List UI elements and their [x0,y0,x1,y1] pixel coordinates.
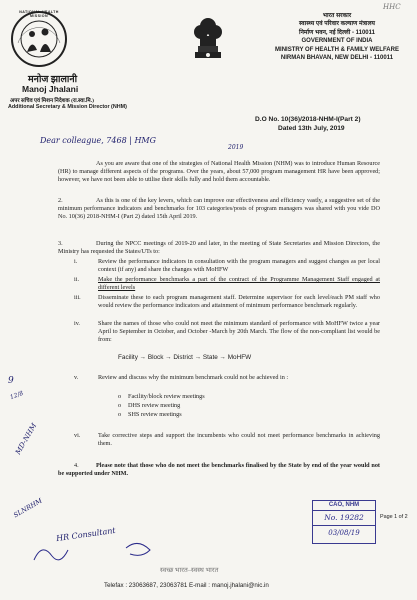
header-gov: GOVERNMENT OF INDIA [301,38,373,45]
margin-note: 9 [8,376,14,386]
list-item: Take corrective steps and support the incumbents who could not meet performance benchmarks in achieving them. [98,432,380,447]
para-3-number: 3. [58,240,63,247]
header-ministry: MINISTRY OF HEALTH & FAMILY WELFARE [275,46,399,53]
footer-contact: Telefax : 23063687, 23063781 E-mail : manoj.jhalani@nic.in [104,582,269,589]
header-hi-1: भारत सरकार [322,13,352,19]
title-hindi: अपर सचिव एवं मिशन निदेशक (रा.स्वा.मि.) [10,98,94,104]
ministry-header [262,12,412,62]
margin-note: HR Consultant [55,525,117,544]
do-number: D.O No. 10(36)/2018-NHM-I(Part 2) [255,116,361,123]
sub-item: Facility/block review meetings [128,393,205,400]
page-number: Page 1 of 2 [380,514,408,520]
stamp-line-2: No. 19282 [313,511,375,526]
nhm-logo [10,10,68,68]
list-item-num: iii. [74,294,81,301]
sub-item: SHS review meetings [128,411,182,418]
list-item-num: vi. [74,432,81,439]
list-item-num: ii. [74,276,79,283]
list-item-num: iv. [74,320,80,327]
header-address: NIRMAN BHAVAN, NEW DELHI - 110011 [280,55,394,62]
sub-item-bullet: o [118,393,122,400]
corner-note: HHC [383,3,401,11]
paragraph-2: As this is one of the key levers, which can improve our effectiveness and efficiency vastly, a suggestive set of the minimum performance indicators and benchmarks for 103 categories/posts of program managers was shared with you vide DO No. 10(36) 2018-NHM-I (Part 2) dated 15th April 2019. [58,197,380,220]
emblem-text: NATIONAL HEALTH MISSION [19,10,59,18]
list-item: Review the performance indicators in consultation with the program managers and suggest changes as per local context (if any) and share the changes with MoHFW [98,258,380,273]
paragraph-3: During the NPCC meetings of 2019-20 and later, in the meeting of State Secretaries and Mission Directors, the Ministry has requested the States/UTs to: [58,240,380,255]
list-item-num: i. [74,258,78,265]
national-emblem-icon [188,8,228,68]
margin-note: MD-NHM [14,421,39,456]
letter-date: Dated 13th July, 2019 [278,125,345,132]
name-hindi: मनोज झालानी [28,75,78,85]
sub-item-bullet: o [118,411,122,418]
escalation-flow: Facility → Block → District → State → MoHFW [118,354,252,361]
list-item: Review and discuss why the minimum benchmark could not be achieved in : [98,374,289,381]
officer-name: Manoj Jhalani [22,84,79,94]
salutation: Dear colleague, 7468 | HMG [40,136,156,145]
margin-note: SLNRHM [12,496,44,520]
para-2-number: 2. [58,197,63,204]
sub-item: DHS review meeting [128,402,181,409]
margin-note-year: 2019 [228,144,244,151]
stamp-line-3: 03/08/19 [328,529,360,537]
paragraph-4: Please note that those who do not meet the benchmarks finalised by the State by end of the year would not be supported under NHM. [58,462,380,477]
list-item: Share the names of those who could not meet the minimum standard of performance with MoHFW twice a year April to September in October, and October -March by 20th March. The flow of the non-compliant list would be from: [98,320,380,343]
paragraph-1: As you are aware that one of the strategies of National Health Mission (NHM) was to introduce Human Resource (HR) to manage different aspects of the programs. Over the years, about 57,000 program management HR have been approved; however, we have not been able to utilise their skills fully and hold them accountable. [58,160,380,183]
sub-item-bullet: o [118,402,122,409]
footer-slogan: स्वच्छ भारत–स्वस्थ भारत [160,567,219,574]
header-hi-2: स्वास्थ्य एवं परिवार कल्याण मंत्रालय [298,21,376,28]
receipt-stamp [312,500,376,544]
list-item: Make the performance benchmarks a part of the contract of the Programme Management Staff engaged at different levels [98,276,380,291]
para-4-number: 4. [74,462,79,469]
handwritten-scribble [30,536,160,566]
list-item: Disseminate these to each program management staff. Determine supervisor for each level/each PM staff who would review the performance indicators and attainment of minimum performance benchmark regularly. [98,294,380,309]
list-item-num: v. [74,374,79,381]
officer-title: Additional Secretary & Mission Director (NHM) [8,104,127,110]
stamp-line-1: CAO, NHM [313,501,375,511]
header-hi-3: निर्माण भवन, नई दिल्ली - 110011 [299,29,375,36]
margin-note: 12/8 [9,389,25,402]
